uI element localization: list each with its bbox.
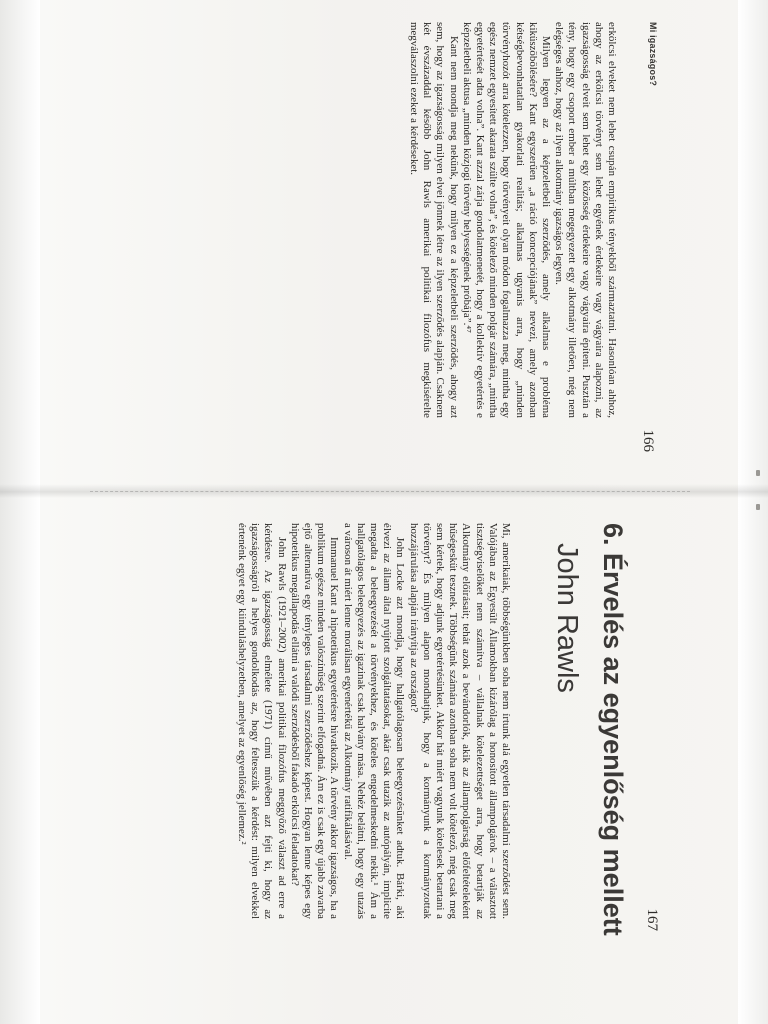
body-text <box>235 523 512 919</box>
paragraph: John Locke azt mondja, hogy hallgatólagosan beleegyezésünket adtuk. Bárki, aki élvezi az állam által nyújtott szolgáltatásokat, akár csak utazik az autópályán, implicite megadta a beleegyezését a törvényekhez, és köteles engedelmeskedni nekik.¹ Ám a hallgatólagos beleegyezés az igazinak csak halvány mása. Nehéz belátni, hogy egy utazás a városon át miért lenne morálisan egyenértékű az Alkotmány ratifikálásával. <box>341 523 407 919</box>
paragraph: erkölcsi elveket nem lehet csupán empirikus tényekből származtatni. Hasonlóan ahhoz, ahogy az erkölcsi törvényt sem lehet egyének érdekeire vagy vágyaira alapozni, az igazságosság elveit sem lehet egy közösség érdekeire vagy vágyaira építeni. Pusztán a tény, hogy egy csoport ember a múltban megegyezett egy alkotmány illetően, még nem elégséges ahhoz, hogy az ilyen alkotmány igazságos legyen. <box>553 22 618 418</box>
left-page-166 <box>98 22 658 462</box>
paragraph: Immanuel Kant a hipotetikus egyetértésre hivatkozik. A törvény akkor igazságos, ha a publikum egésze minden valószínűség szerint elfogadná. Ám ez is csak egy újabb zavarba ejtő alternatíva egy tényleges társadalmi szerződéshez képest. Hogyan lenne képes egy hipotetikus megállapodás ellátni a valódi szerződésből fakadó erkölcsi feladatokat? <box>288 523 341 919</box>
page-number: 166 <box>640 429 656 452</box>
chapter-author: John Rawls <box>551 543 583 693</box>
page-number: 167 <box>644 908 660 931</box>
running-head: Mi igazságos? <box>648 22 658 87</box>
page-edge-mark <box>756 470 760 476</box>
paragraph: John Rawls (1921–2002) amerikai politikai filozófus meggyőző választ ad erre a kérdésre. Az igazságosság elmélete (1971) című művében azt fejti ki, hogy az igazságosságról a helyes gondolkodás az, hogy feltesszük a kérdést: milyen elvekkel értenénk egyet egy kiinduláshelyzetben, amelyet az egyenlőség jellemez.² <box>235 523 288 919</box>
page-edge-mark <box>756 504 760 510</box>
paragraph: Mi, amerikaiak, többségünkben soha nem írtunk alá egyetlen társadalmi szerződést sem. Valójában az Egyesült Államokban kizárólag a honosított állampolgárok – a választott tisztségviselőket nem számítva – vállalnak kötelezettséget arra, hogy betartják az Alkotmány előírásait; tehát azok a bevándorlók, akik az állampolgárság előfeltételeként hűségesküt tesznek. Többségünk számára azonban soha nem volt kötelező, még csak meg sem kértek, hogy adjunk egyetértésünket. Akkor hát miért vagyunk kötelesek betartani a törvényt? És milyen alapon mondhatjuk, hogy a kormányunk a kormányzottak hozzájárulása alapján irányítja az országot? <box>407 523 512 919</box>
scan-left-margin <box>0 0 40 1024</box>
body-text <box>407 22 618 418</box>
chapter-title: 6. Érvelés az egyenlőség mellett <box>598 523 628 936</box>
scan-right-margin <box>738 0 768 1024</box>
gutter-dust <box>90 491 690 492</box>
paragraph: Kant nem mondja meg nekünk, hogy milyen ez a képzeletbeli szerződés, ahogy azt sem, hogy az igazságosság milyen elvei jönnek létre az ilyen szerződés alapján. Csaknem két évszázaddal később John Rawls amerikai politikai filozófus megkísérelte megválaszolni ezeket a kérdéseket. <box>407 22 460 418</box>
paragraph: Milyen legyen az a képzeletbeli szerződés, amely alkalmas e probléma kiküszöbölésére? Kant egyszerűen „a ráció koncepciójának” nevezi, amely azonban kétségbevonhatatlan gyakorlati realitás; alkalmas ugyanis arra, hogy „minden törvényhozót arra kötelezzen, hogy törvényeit olyan módon fogalmazza meg, mintha egy egész nemzet egyesített akarata szülte volna”, és kötelező minden polgár számára, „mintha egyetértését adta volna”. Kant azzal zárja gondolatmenetét, hogy a kollektív egyetértés e képzeletbeli aktusa „minden közjogi törvény helyességének próbája”.⁴⁷ <box>460 22 552 418</box>
right-page-167 <box>102 523 662 963</box>
